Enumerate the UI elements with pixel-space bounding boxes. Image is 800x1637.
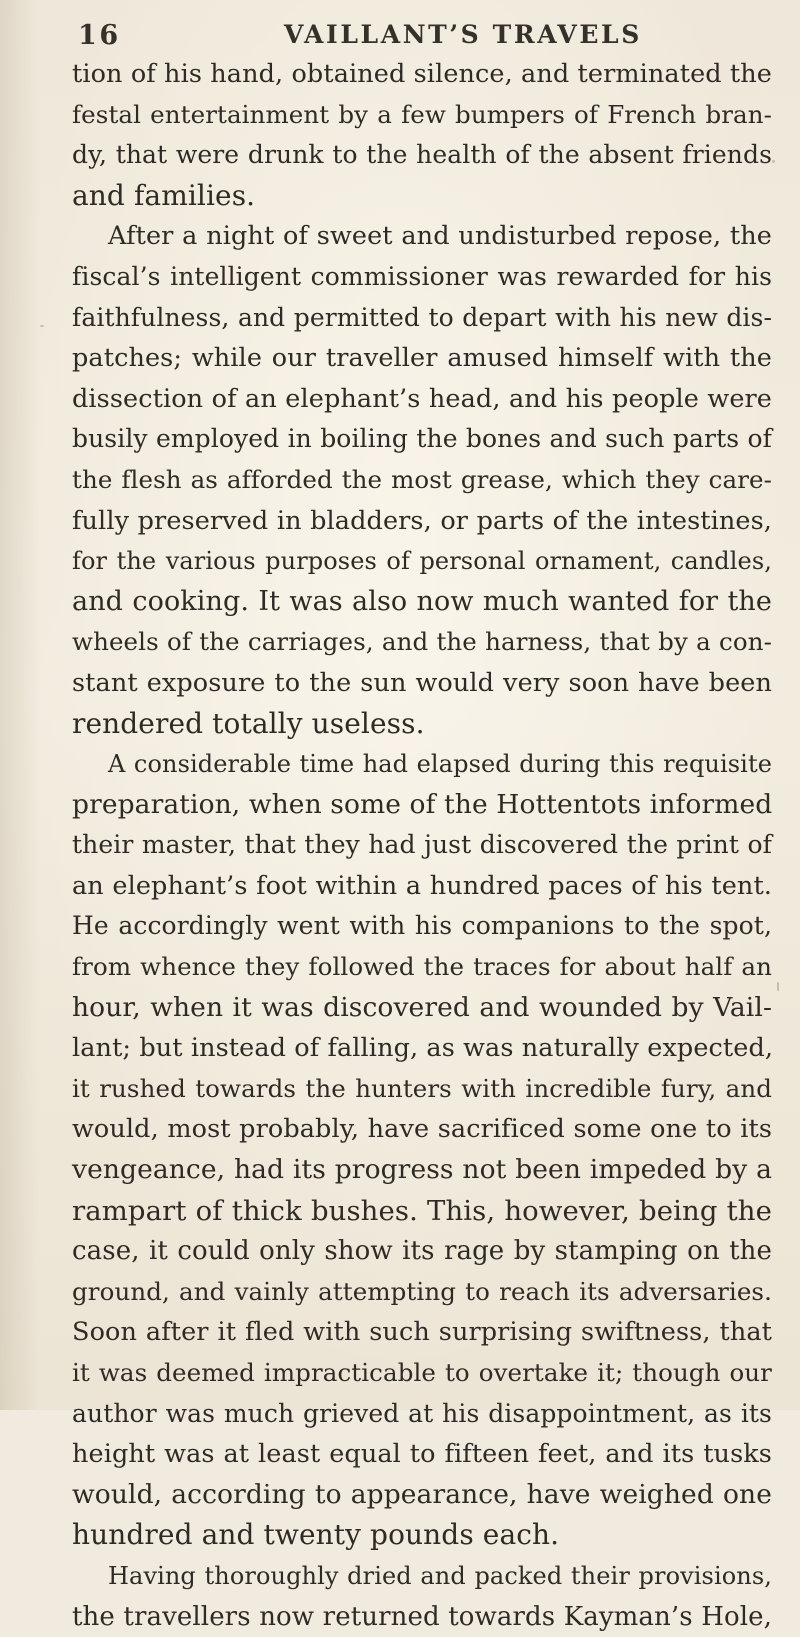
- text-line: wheels of the carriages, and the harness, that by a con-: [72, 627, 772, 657]
- text-line: dy, that were drunk to the health of the absent friends: [72, 140, 772, 170]
- text-line: fiscal’s intelligent commissioner was rewarded for his: [72, 261, 772, 291]
- text-block: [52, 12, 772, 1637]
- text-line: busily employed in boiling the bones and such parts of: [72, 424, 772, 454]
- text-line: Having thoroughly dried and packed their provisions,: [108, 1561, 772, 1590]
- text-line: case, it could only show its rage by stamping on the: [72, 1236, 772, 1267]
- running-head: [52, 12, 772, 54]
- text-line: A considerable time had elapsed during this requisite: [108, 750, 772, 779]
- text-line: vengeance, had its progress not been impeded by a: [72, 1154, 772, 1186]
- text-line: hundred and twenty pounds each.: [72, 1518, 560, 1552]
- text-line: fully preserved in bladders, or parts of the intestines,: [72, 505, 772, 536]
- text-line: the flesh as afforded the most grease, which they care-: [72, 464, 772, 494]
- text-line: patches; while our traveller amused himself with the: [72, 343, 772, 374]
- text-line: an elephant’s foot within a hundred paces of his tent.: [72, 870, 772, 901]
- text-line: would, according to appearance, have weighed one: [72, 1478, 772, 1510]
- text-line: After a night of sweet and undisturbed repose, the: [108, 221, 772, 252]
- text-line: lant; but instead of falling, as was naturally expected,: [72, 1033, 774, 1064]
- text-line: and families.: [72, 178, 256, 212]
- text-line: author was much grieved at his disappointment, as its: [72, 1398, 772, 1428]
- ink-speck: [40, 325, 44, 327]
- text-line: tion of his hand, obtained silence, and terminated the: [72, 59, 772, 89]
- text-line: height was at least equal to fifteen feet, and its tusks: [72, 1439, 772, 1470]
- ink-speck: [772, 160, 775, 163]
- text-line: hour, when it was discovered and wounded by Vail-: [72, 991, 772, 1023]
- text-line: ground, and vainly attempting to reach its adversaries.: [72, 1276, 772, 1306]
- text-line: would, most probably, have sacrificed some one to its: [72, 1114, 772, 1145]
- page-gutter-shadow: [0, 0, 40, 1410]
- text-line: the travellers now returned towards Kayman’s Hole,: [72, 1601, 772, 1632]
- text-line: it rushed towards the hunters with incredible fury, and: [72, 1073, 772, 1103]
- text-line: faithfulness, and permitted to depart with his new dis-: [72, 302, 772, 332]
- text-line: rendered totally useless.: [72, 706, 425, 740]
- text-line: He accordingly went with his companions to the spot,: [72, 911, 772, 941]
- text-line: their master, that they had just discovered the print of: [72, 830, 772, 860]
- text-line: from whence they followed the traces for about half an: [72, 952, 772, 982]
- text-line: stant exposure to the sun would very soon have been: [72, 667, 772, 698]
- text-line: rampart of thick bushes. This, however, being the: [72, 1194, 772, 1227]
- page-number: 16: [78, 20, 121, 51]
- text-line: preparation, when some of the Hottentots informed: [72, 788, 773, 820]
- text-line: for the various purposes of personal ornament, candles,: [72, 547, 772, 576]
- text-line: it was deemed impracticable to overtake it; though our: [72, 1358, 772, 1387]
- text-line: Soon after it fled with such surprising swiftness, that: [72, 1317, 772, 1348]
- body-text: [52, 54, 772, 1637]
- text-line: dissection of an elephant’s head, and his people were: [72, 383, 772, 414]
- text-line: and cooking. It was also now much wanted for the: [72, 585, 772, 617]
- ink-speck: [777, 982, 779, 991]
- text-line: festal entertainment by a few bumpers of French bran-: [72, 99, 772, 129]
- running-title: VAILLANT’S TRAVELS: [284, 20, 642, 49]
